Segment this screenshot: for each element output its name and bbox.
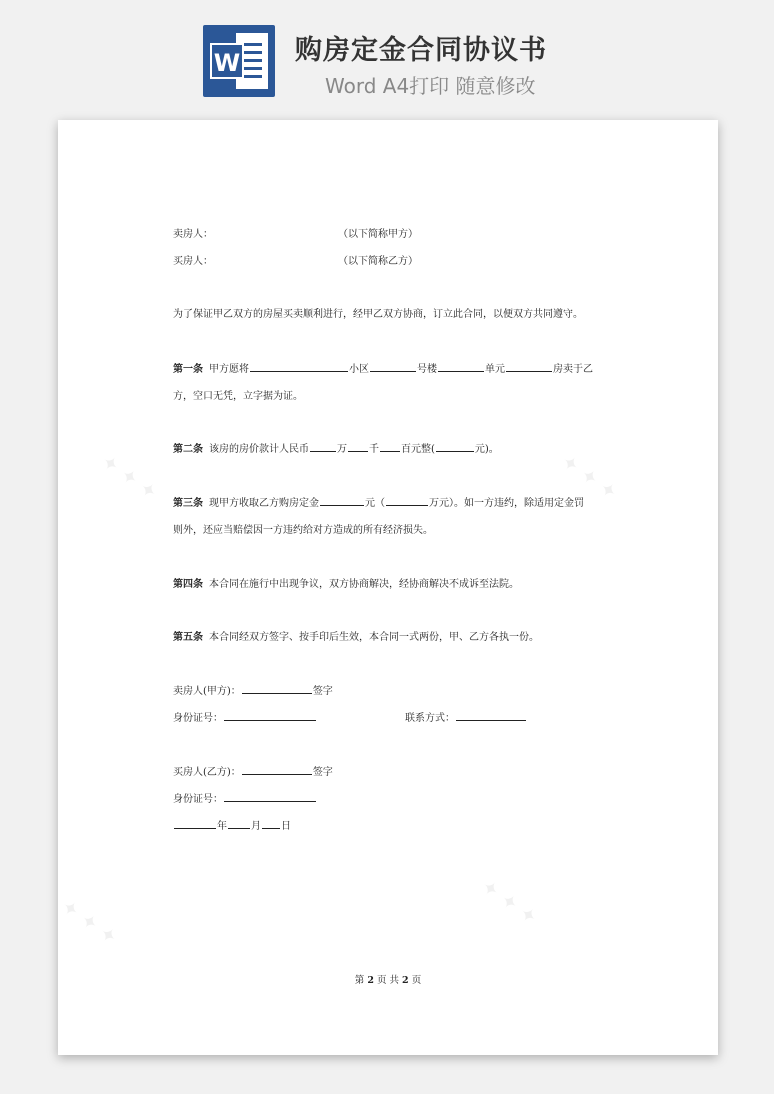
buyer-signature-field[interactable]: [242, 765, 312, 775]
id-label: 身份证号：: [173, 794, 223, 805]
article-1-line-2: 方，空口无凭，立字据为证。: [173, 391, 303, 402]
article-4-text: 本合同在施行中出现争议，双方协商解决，经协商解决不成诉至法院。: [209, 579, 519, 590]
article-3-text: 元（: [365, 498, 385, 509]
watermark: ✦ ✦ ✦: [56, 894, 123, 950]
article-3-line-2: 则外，还应当赔偿因一方违约给对方造成的所有经济损失。: [173, 525, 433, 536]
buyer-note: （以下简称乙方）: [338, 256, 418, 267]
seller-label: 卖房人：: [173, 229, 213, 240]
sign-label: 签字: [312, 767, 333, 778]
article-1-text: 单元: [485, 364, 505, 375]
page-title: 购房定金合同协议书: [295, 35, 547, 66]
seller-line: [173, 225, 418, 240]
day-label: 日: [281, 821, 291, 832]
article-1-text: 小区: [349, 364, 369, 375]
buyer-id-line: [173, 790, 317, 805]
article-3-line-1: [173, 494, 584, 509]
article-3-text: 万元）。如一方违约，除适用定金罚: [429, 498, 584, 509]
seller-signature-line: [173, 682, 333, 697]
current-page-number: 2: [367, 975, 374, 986]
buyer-signature-label: 买房人(乙方)：: [173, 767, 241, 778]
article-1-label: 第一条: [173, 364, 203, 375]
seller-contact-field[interactable]: [456, 711, 526, 721]
watermark: ✦ ✦ ✦: [476, 874, 543, 930]
blank-field[interactable]: [386, 496, 428, 506]
article-2-text: 百元整(: [401, 444, 435, 455]
article-1-line-1: [173, 360, 593, 375]
page-subtitle: Word A4打印 随意修改: [325, 74, 536, 98]
footer-text: 页 共: [376, 975, 400, 986]
page-footer: [58, 972, 718, 986]
blank-field[interactable]: [436, 442, 474, 452]
word-icon: [203, 25, 275, 97]
word-letter: W: [213, 49, 241, 77]
buyer-line: [173, 252, 418, 267]
article-1-text: 房卖于乙: [553, 364, 593, 375]
article-2-line: [173, 440, 499, 455]
word-letter-plate: [210, 43, 244, 79]
watermark: ✦ ✦ ✦: [556, 449, 623, 505]
article-2-label: 第二条: [173, 444, 203, 455]
blank-field[interactable]: [310, 442, 336, 452]
seller-contact-line: [405, 709, 527, 724]
article-1-text: 号楼: [417, 364, 437, 375]
document-page: [58, 120, 718, 1055]
buyer-id-field[interactable]: [224, 792, 316, 802]
seller-signature-label: 卖房人(甲方)：: [173, 686, 241, 697]
article-3-label: 第三条: [173, 498, 203, 509]
seller-note: （以下简称甲方）: [338, 229, 418, 240]
total-pages-number: 2: [402, 975, 409, 986]
contact-label: 联系方式：: [405, 713, 455, 724]
blank-field[interactable]: [438, 362, 484, 372]
article-2-text: 万: [337, 444, 347, 455]
blank-field[interactable]: [380, 442, 400, 452]
date-line: [173, 817, 291, 832]
watermark: ✦ ✦ ✦: [96, 449, 163, 505]
buyer-label: 买房人：: [173, 256, 213, 267]
footer-text: 页: [411, 975, 422, 986]
article-5-text: 本合同经双方签字、按手印后生效，本合同一式两份，甲、乙方各执一份。: [209, 632, 539, 643]
intro-paragraph: 为了保证甲乙双方的房屋买卖顺利进行，经甲乙双方协商，订立此合同，以便双方共同遵守。: [173, 309, 583, 320]
article-2-text: 元)。: [474, 444, 499, 455]
seller-signature-field[interactable]: [242, 684, 312, 694]
article-2-text: 该房的房价款计人民币: [209, 444, 309, 455]
blank-field[interactable]: [250, 362, 348, 372]
article-4-label: 第四条: [173, 579, 203, 590]
article-3-text: 现甲方收取乙方购房定金: [209, 498, 319, 509]
id-label: 身份证号：: [173, 713, 223, 724]
month-label: 月: [251, 821, 261, 832]
year-field[interactable]: [174, 819, 216, 829]
sign-label: 签字: [312, 686, 333, 697]
article-1-text: 甲方愿将: [209, 364, 249, 375]
buyer-signature-line: [173, 763, 333, 778]
blank-field[interactable]: [370, 362, 416, 372]
footer-text: 第: [354, 975, 365, 986]
day-field[interactable]: [262, 819, 280, 829]
article-5-line: [173, 628, 539, 643]
article-4-line: [173, 575, 519, 590]
seller-id-field[interactable]: [224, 711, 316, 721]
blank-field[interactable]: [348, 442, 368, 452]
year-label: 年: [217, 821, 227, 832]
article-5-label: 第五条: [173, 632, 203, 643]
article-2-text: 千: [369, 444, 379, 455]
month-field[interactable]: [228, 819, 250, 829]
blank-field[interactable]: [506, 362, 552, 372]
seller-id-line: [173, 709, 317, 724]
blank-field[interactable]: [320, 496, 364, 506]
